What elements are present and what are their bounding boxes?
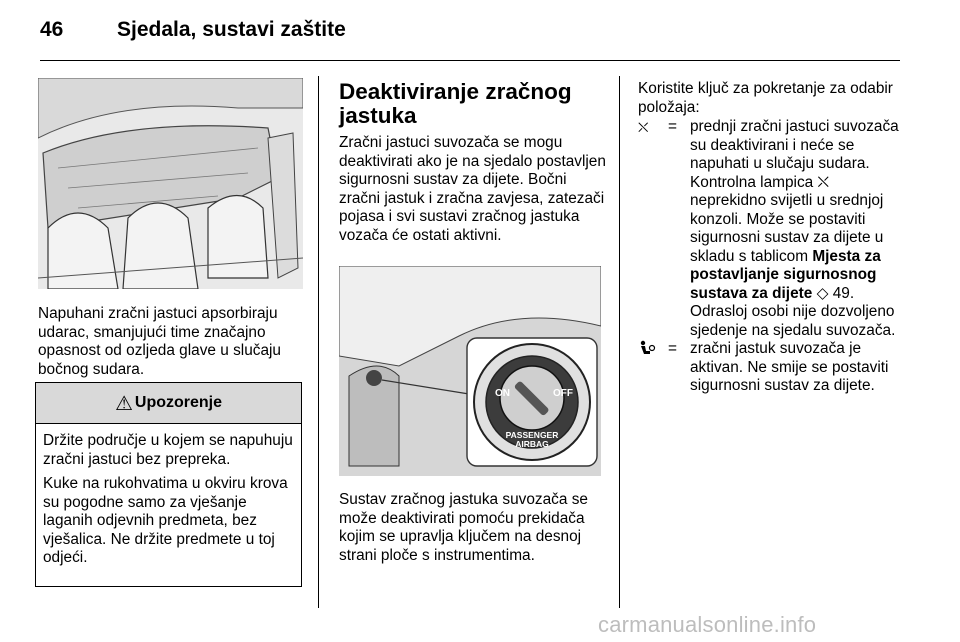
airbag-key-switch-photo	[339, 266, 601, 476]
column-divider-left	[318, 76, 319, 608]
list-item-deactivated	[638, 118, 903, 340]
positions-list	[638, 118, 903, 396]
item1-text-c: Odrasloj osobi nije dozvoljeno sjedenje na sjedalu suvozača.	[690, 303, 896, 339]
table-reference: Mjesta za postavljanje sigurnosnog sustava za dijete	[690, 247, 881, 302]
section-heading: Deaktiviranje zračnog jastuka	[339, 79, 572, 128]
warning-box	[35, 382, 302, 587]
list-item-active	[638, 340, 903, 396]
page-reference: 49.	[832, 284, 855, 302]
warning-text-2: Kuke na rukohvatima u okviru krova su pogodne samo za vješanje laganih odjevnih predmeta, bez vješalica. Ne držite predmete u toj odjeći.	[43, 475, 288, 566]
column-divider-right	[619, 76, 620, 608]
item1-text-b: neprekidno svijetli u srednjoj konzoli. Može se postaviti sigurnosni sustav za dijete u skladu s tablicom	[690, 192, 884, 265]
switch-off-label: OFF	[553, 388, 573, 399]
switch-passenger-label: PASSENGER	[505, 430, 559, 440]
airbag-off-lamp-icon: ⛌	[817, 173, 829, 191]
deactivation-paragraph: Zračni jastuci suvozača se mogu deaktivirati ako je na sjedalo postavljen sigurnosni sustav za dijete. Bočni zračni jastuk i zračna zavjesa, zatezači pojasa i svi sustavi zračnog jastuka vozača će ostati aktivni.	[339, 134, 606, 244]
airbag-on-icon	[638, 340, 668, 396]
switch-on-label: ON	[495, 388, 510, 399]
item2-text: zračni jastuk suvozača je aktivan. Ne smije se postaviti sigurnosni sustav za dijete.	[690, 340, 889, 394]
equals-sign: =	[668, 340, 677, 357]
warning-triangle-icon: ⚠	[114, 392, 133, 415]
switch-airbag-label: AIRBAG	[515, 439, 549, 449]
page-number: 46	[40, 18, 64, 41]
equals-sign: =	[668, 118, 677, 135]
watermark: carmanualsonline.info	[598, 612, 817, 637]
warning-header	[36, 383, 301, 424]
warning-text-1: Držite područje u kojem se napuhuju zračni jastuci bez prepreka.	[43, 432, 293, 468]
side-impact-paragraph: Napuhani zračni jastuci apsorbiraju udarac, smanjujući time značajno opasnost od ozljeda glave u slučaju bočnog sudara.	[38, 305, 281, 378]
key-intro: Koristite ključ za pokretanje za odabir položaja:	[638, 80, 893, 116]
warning-title: Upozorenje	[134, 394, 223, 411]
item1-text-a: prednji zračni jastuci suvozača su deaktivirani i neće se napuhati u slučaju sudara. Kontrolna lampica	[690, 118, 899, 191]
airbag-off-icon: ⛌	[638, 119, 649, 135]
page-ref-arrow-icon: ◇	[816, 284, 829, 302]
page-title: Sjedala, sustavi zaštite	[117, 18, 346, 41]
curtain-airbag-illustration	[38, 78, 303, 289]
header-rule	[40, 60, 900, 61]
switch-caption: Sustav zračnog jastuka suvozača se može deaktivirati pomoću prekidača kojim se upravlja ključem na desnoj strani ploče s instrumentima.	[339, 491, 588, 564]
